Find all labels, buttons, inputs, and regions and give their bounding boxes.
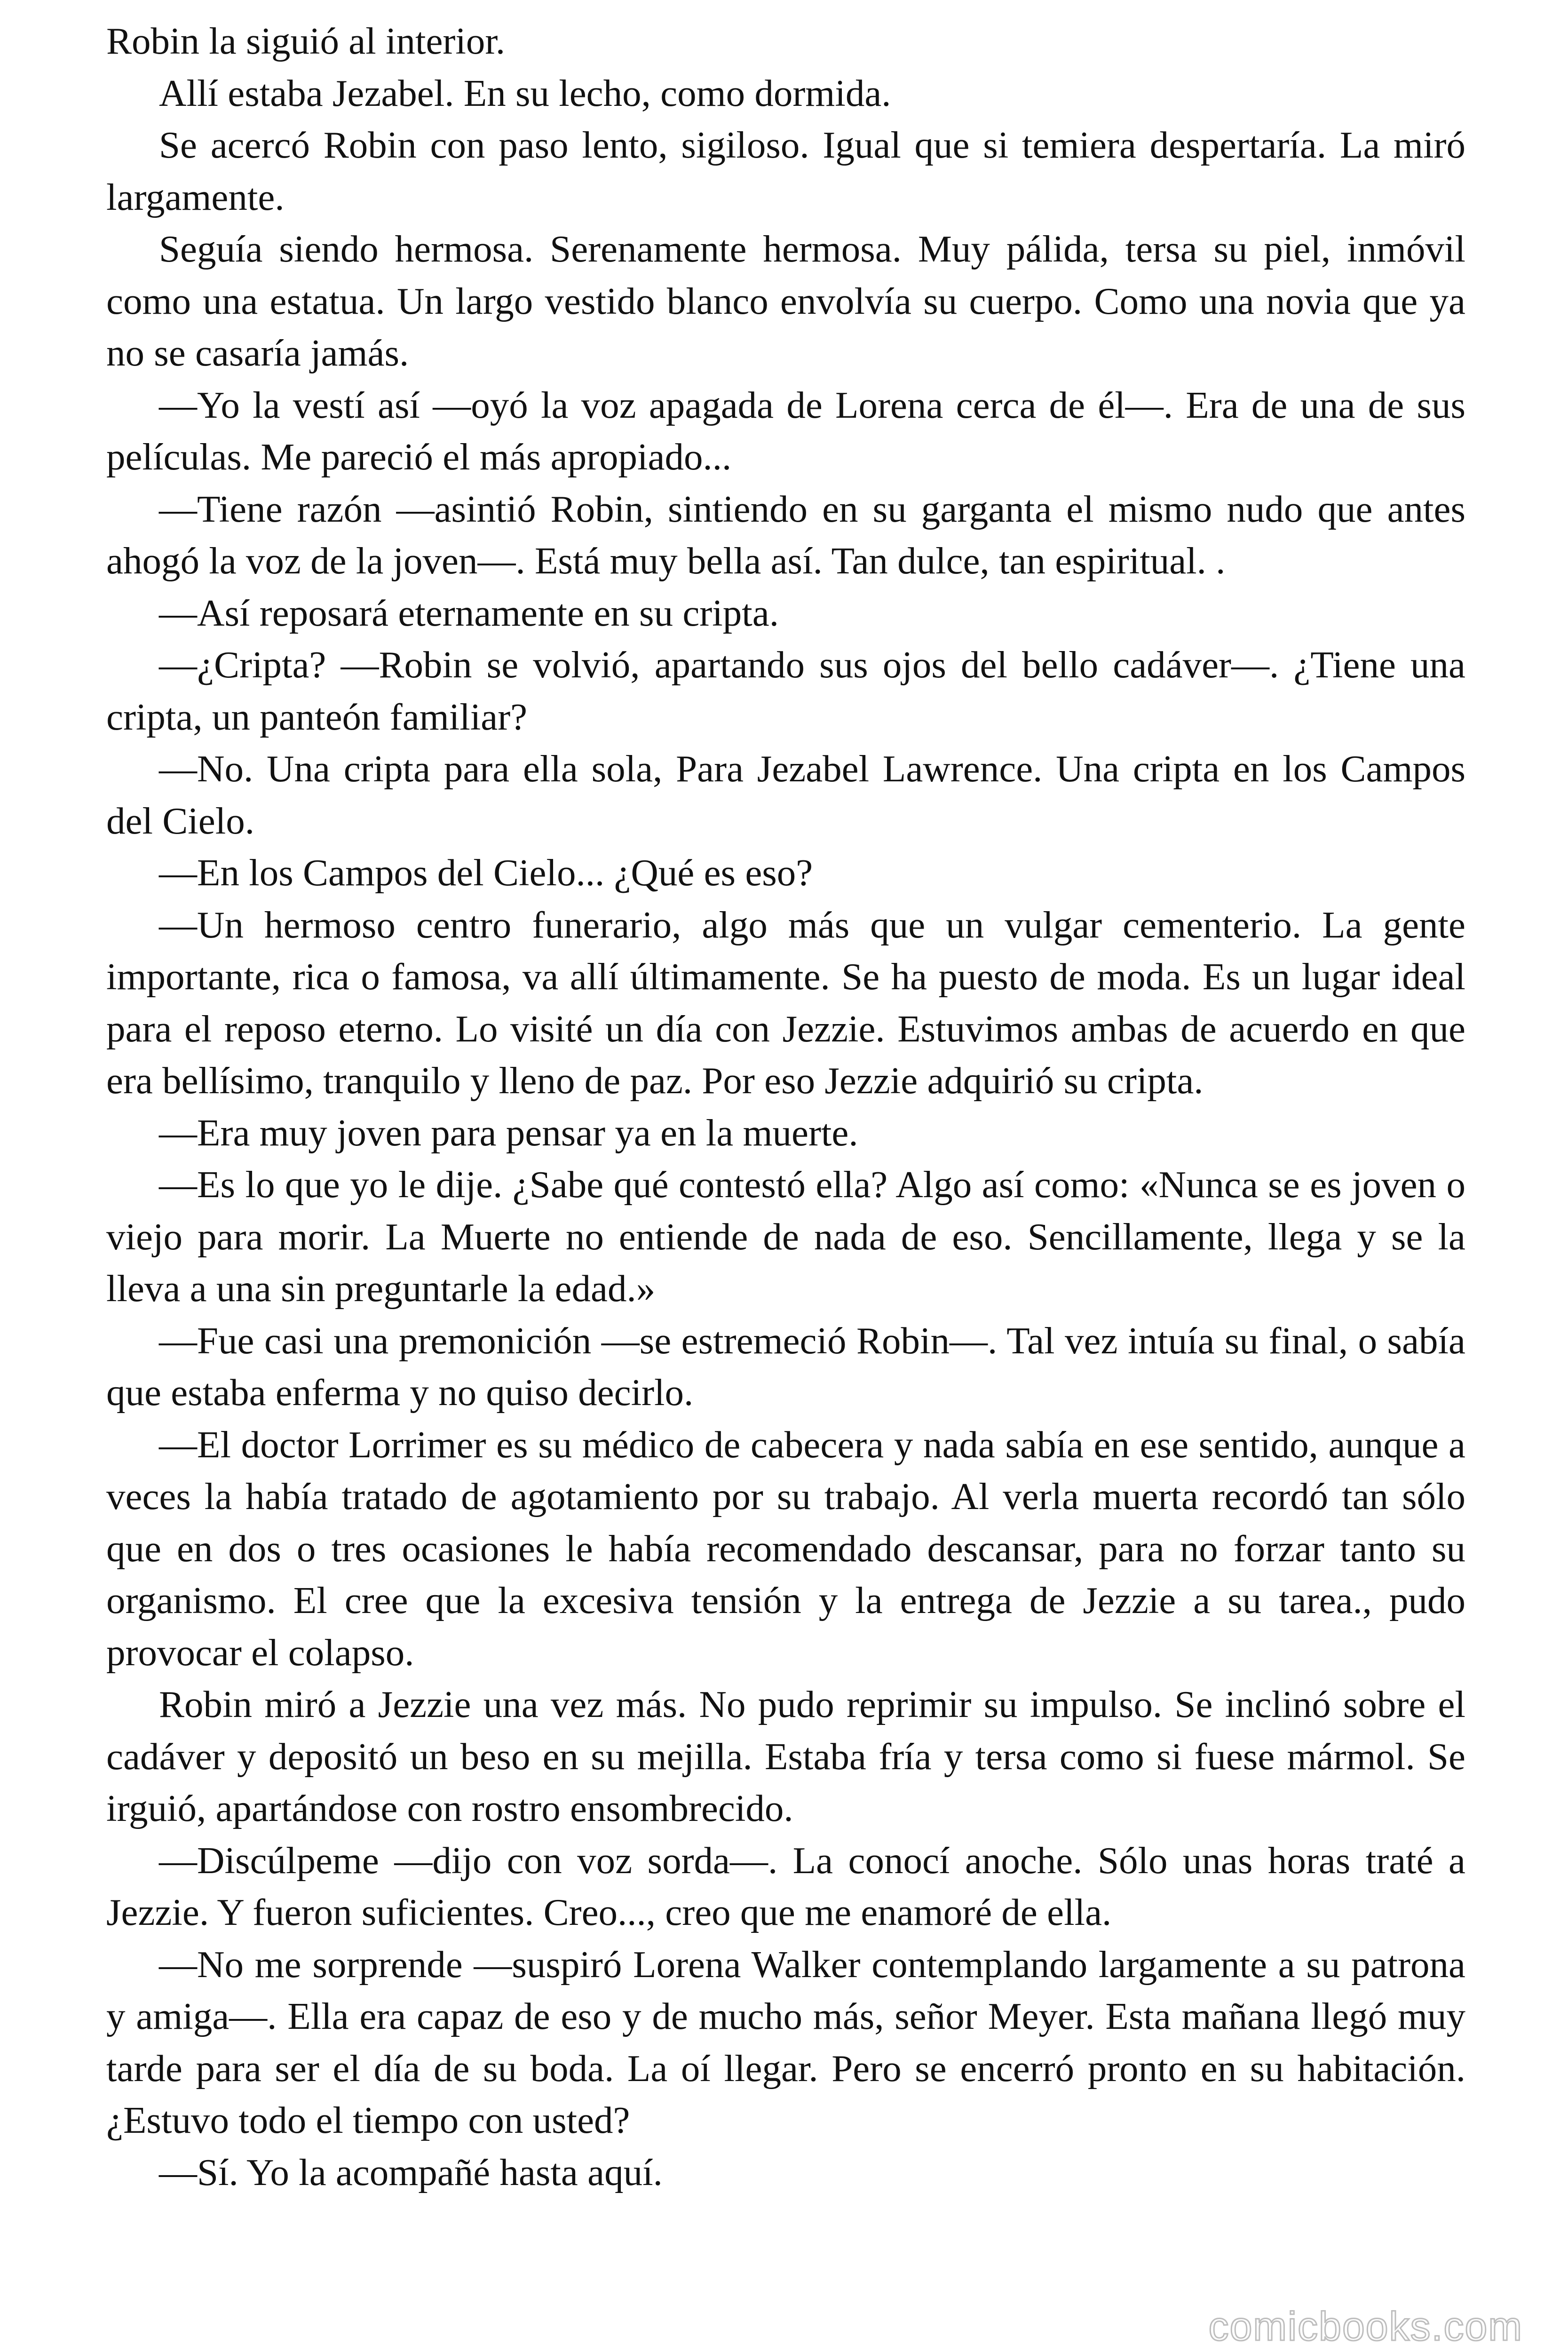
paragraph: Allí estaba Jezabel. En su lecho, como dormida. [159, 72, 891, 114]
paragraph: —Era muy joven para pensar ya en la muerte. [159, 1111, 858, 1154]
paragraph: —No me sorprende —suspiró Lorena Walker contemplando largamente a su patrona y amiga—. Ella era capaz de eso y de mucho más, señor Meyer. Esta mañana llegó muy tarde para ser el día de su boda. La oí llegar. Pero se encerró pronto en su habitación. ¿Estuvo todo el tiempo con usted? [106, 1943, 1465, 2141]
paragraph: —Así reposará eternamente en su cripta. [159, 591, 779, 634]
paragraph: —Tiene razón —asintió Robin, sintiendo en su garganta el mismo nudo que antes ahogó la voz de la joven—. Está muy bella así. Tan dulce, tan espiritual. . [106, 487, 1465, 582]
paragraph: Se acercó Robin con paso lento, sigiloso. Igual que si temiera despertaría. La miró largamente. [106, 124, 1465, 218]
paragraph: Robin miró a Jezzie una vez más. No pudo reprimir su impulso. Se inclinó sobre el cadáver y depositó un beso en su mejilla. Estaba fría y tersa como si fuese mármol. Se irguió, apartándose con rostro ensombrecido. [106, 1683, 1465, 1829]
paragraph: —El doctor Lorrimer es su médico de cabecera y nada sabía en ese sentido, aunque a veces la había tratado de agotamiento por su trabajo. Al verla muerta recordó tan sólo que en dos o tres ocasiones le había recomendado descansar, para no forzar tanto su organismo. El cree que la excesiva tensión y la entrega de Jezzie a su tarea., pudo provocar el colapso. [106, 1423, 1465, 1674]
paragraph: —Yo la vestí así —oyó la voz apagada de Lorena cerca de él—. Era de una de sus películas. Me pareció el más apropiado... [106, 383, 1465, 478]
paragraph: —Fue casi una premonición —se estremeció Robin—. Tal vez intuía su final, o sabía que estaba enferma y no quiso decirlo. [106, 1319, 1465, 1414]
paragraph: —En los Campos del Cielo... ¿Qué es eso? [159, 851, 813, 894]
paragraph: —¿Cripta? —Robin se volvió, apartando sus ojos del bello cadáver—. ¿Tiene una cripta, un panteón familiar? [106, 644, 1465, 738]
paragraph: Seguía siendo hermosa. Serenamente hermosa. Muy pálida, tersa su piel, inmóvil como una estatua. Un largo vestido blanco envolvía su cuerpo. Como una novia que ya no se casaría jamás. [106, 228, 1465, 374]
watermark: comicbooks.com [1208, 2304, 1523, 2349]
paragraph: —Es lo que yo le dije. ¿Sabe qué contestó ella? Algo así como: «Nunca se es joven o viejo para morir. La Muerte no entiende de nada de eso. Sencillamente, llega y se la lleva a una sin preguntarle la edad.» [106, 1163, 1465, 1310]
paragraph: —Discúlpeme —dijo con voz sorda—. La conocí anoche. Sólo unas horas traté a Jezzie. Y fueron suficientes. Creo..., creo que me enamoré de ella. [106, 1839, 1465, 1933]
paragraph: —Un hermoso centro funerario, algo más que un vulgar cementerio. La gente importante, rica o famosa, va allí últimamente. Se ha puesto de moda. Es un lugar ideal para el reposo eterno. Lo visité un día con Jezzie. Estuvimos ambas de acuerdo en que era bellísimo, tranquilo y lleno de paz. Por eso Jezzie adquirió su cripta. [106, 903, 1465, 1102]
book-page [106, 15, 1465, 2198]
paragraph: —Sí. Yo la acompañé hasta aquí. [159, 2151, 663, 2193]
paragraph: —No. Una cripta para ella sola, Para Jezabel Lawrence. Una cripta en los Campos del Cielo. [106, 747, 1465, 842]
paragraph: Robin la siguió al interior. [106, 20, 506, 62]
